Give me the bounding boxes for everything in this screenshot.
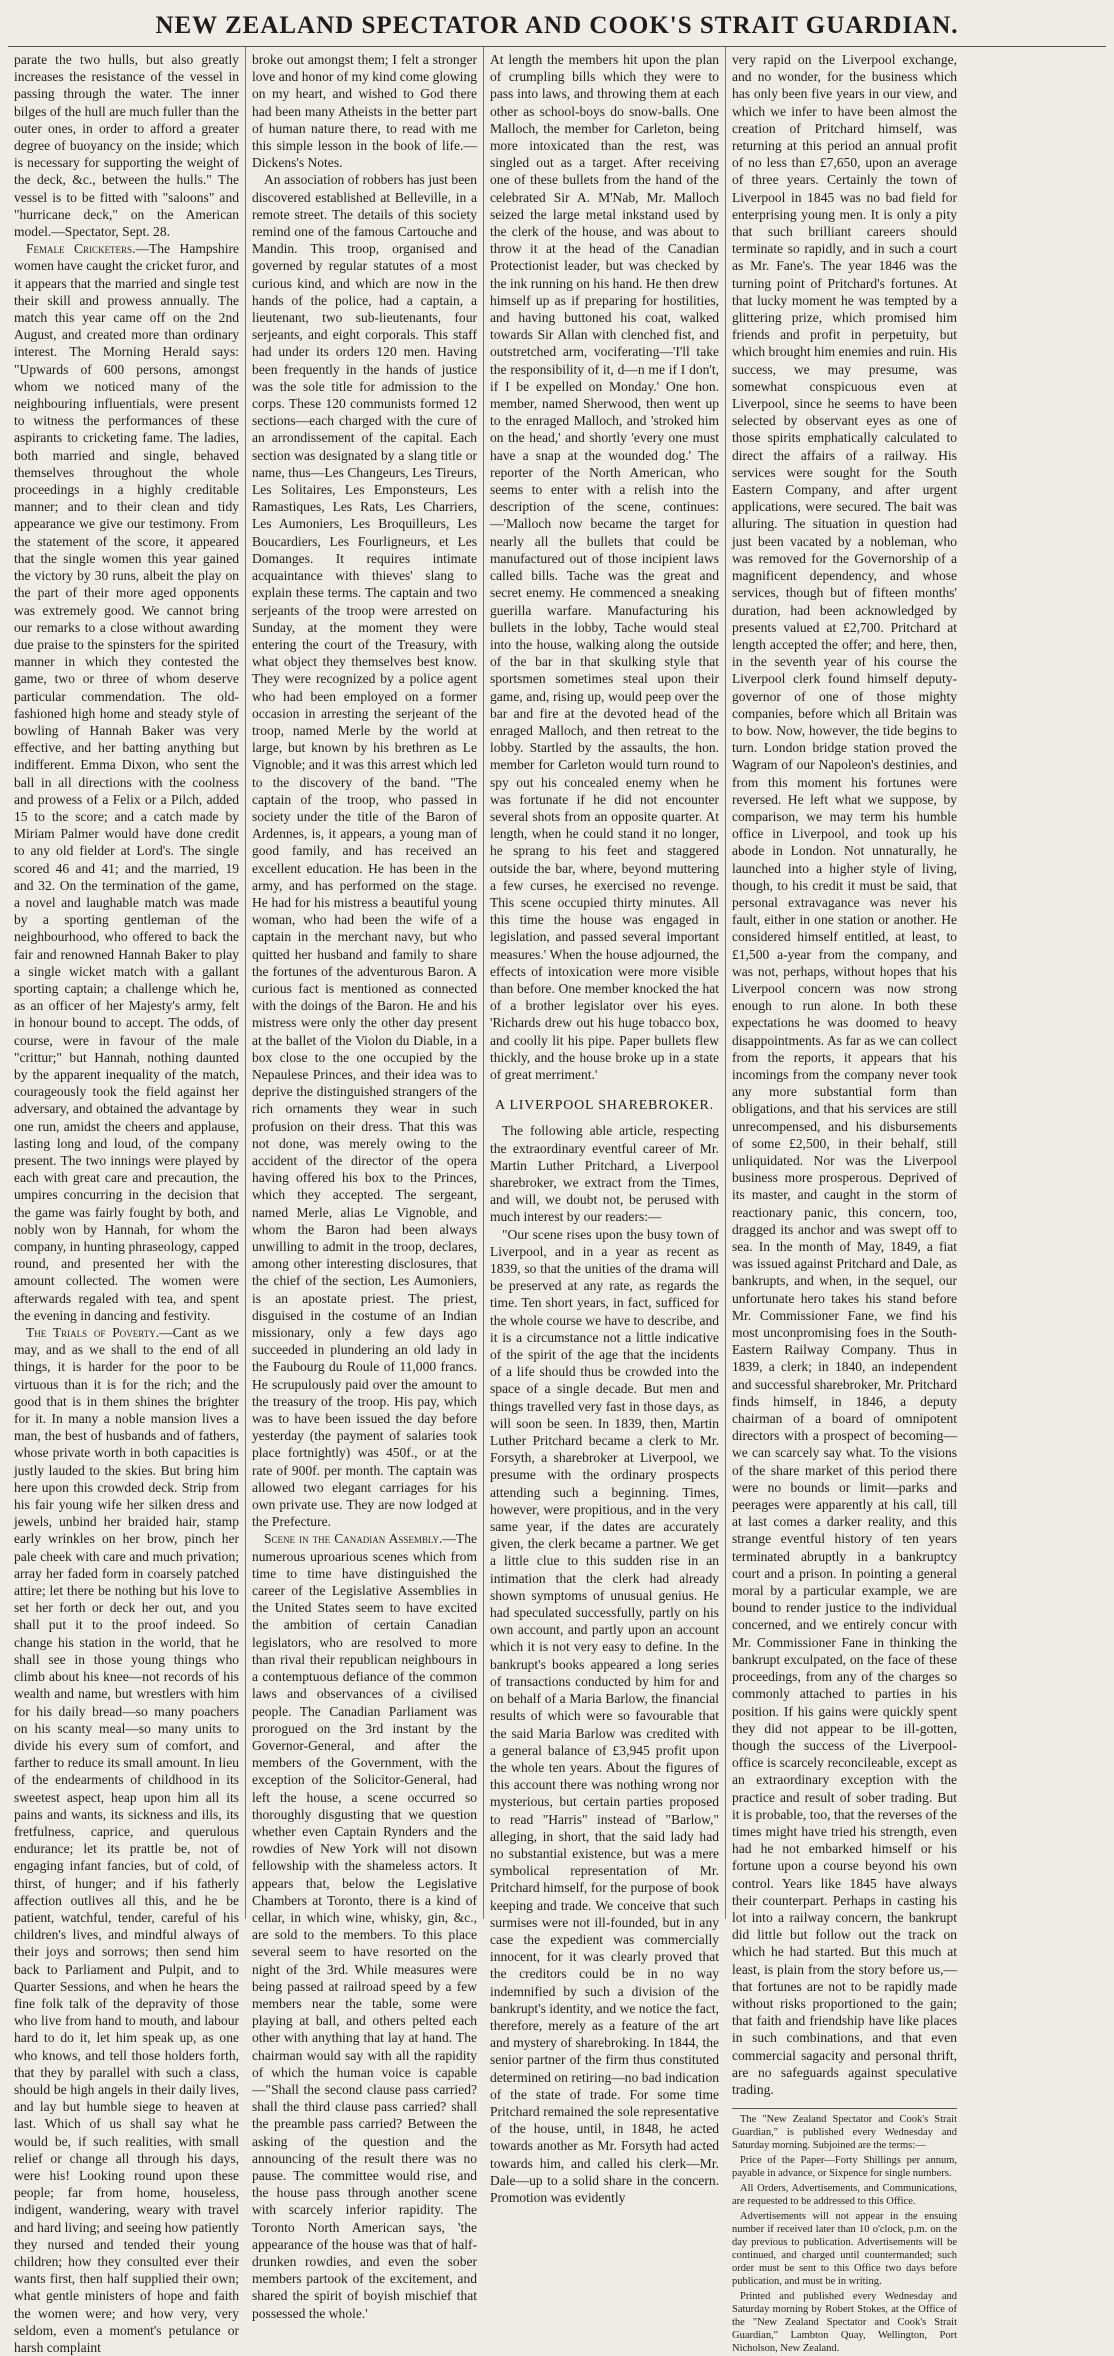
article-text: The Hampshire women have caught the cricket furor, and it appears that the married and single test their skill and prowess annually. The match this year came off on the 2nd August, and created more than ordinary interest. The Morning Herald says: "Upwards of 600 persons, amongst whom we noticed many of the neighbouring influentials, were present to witness the performances of these aspirants to cricketing fame. The ladies, both married and single, behaved themselves throughout the whole proceedings in a highly creditable manner; and to their clean and tidy appearance we give our testimony. From the statement of the score, it appeared that the single women this year gained the victory by 30 runs, albeit the play on the part of their more aged opponents was extremely good. We cannot bring our remarks to a close without awarding due praise to the spinsters for the spirited manner in which they contested the game, two or three of whom deserve particular commendation. The old-fashioned high home and steady style of bowling of Hannah Baker was very effective, and her batting anything but indifferent. Emma Dixon, who sent the ball in all directions with the coolness and prowess of a Felix or a Pilch, added 15 to the score; and a catch made by Miriam Palmer would have done credit to any old fielder at Lord's. The single scored 46 and 41; and the married, 19 and 32. On the termination of the game, a novel and laughable match was made by a sporting gentleman of the neighbourhood, who offered to back the fair and renowned Hannah Baker to play a single wicket match with a gallant sporting captain; a challenge which he, as an officer of her Majesty's army, felt in honour bound to accept. The odds, of course, were in favour of the male "crittur;" but Hannah, nothing daunted by the apparent inequality of the match, courageously took the field against her adversary, and obtained the advantage by one run, amidst the cheers and applause, lasting long and loud, of the company present. The two innings were played by each with great care and precaution, the umpires concurring in the decision that the game was fairly fought by both, and nobly won by Hannah, for whom the company, in hunting phraseology, capped round, and presented her with the amount collected. The women were afterwards regaled with tea, and spent the evening in dancing and festivity. [14, 241, 239, 1323]
article-text: parate the two hulls, but also greatly increases the resistance of the vessel in passing through the water. The inner bilges of the hull are much fuller than the outer ones, in order to afford a greater degree of buoyancy on the inside; which is necessary for supporting the weight of the deck, &c., between the hulls." The vessel is to be fitted with "saloons" and "hurricane deck," on the American model.—Spectator, Sept. 28. [14, 52, 239, 240]
section-heading: Female Cricketers.— [26, 241, 149, 257]
column-2 [245, 47, 483, 2321]
column-1 [8, 47, 245, 2356]
notice-text: Advertisements will not appear in the ensuing number if received later than 10 o'clock, p.m. on the day previous to publication. Advertisements will be continued, and charged until countermanded; such order must be sent to this Office two days before publication, and must be in writing. [732, 2211, 957, 2288]
notice-text: The "New Zealand Spectator and Cook's Strait Guardian," is published every Wednesday and Saturday morning. Subjoined are the terms:— [732, 2114, 957, 2152]
article-trials-of-poverty [14, 1324, 239, 2356]
notice-text: Printed and published every Wednesday and Saturday morning by Robert Stokes, at the Office of the "New Zealand Spectator and Cook's Strait Guardian," Lambton Quay, Wellington, Port Nicholson, New Zealand. [732, 2291, 957, 2355]
column-3 [483, 47, 725, 2205]
article-text: broke out amongst them; I felt a stronger love and honor of my kind come glowing on my heart, and wished to God there had been many Atheists in the better part of human nature there, to read with me this simple lesson in the book of life.—Dickens's Notes. [252, 52, 477, 171]
notice-text: Price of the Paper—Forty Shillings per annum, payable in advance, or Sixpence for single numbers. [732, 2155, 957, 2180]
section-heading: Scene in the Canadian Assembly.— [264, 1531, 456, 1547]
article-canadian-assembly [252, 1530, 477, 2321]
article-text: very rapid on the Liverpool exchange, and no wonder, for the business which has only been five years in our view, and which we infer to have been almost the creation of Pritchard himself, was returning at this period an annual profit of no less than £7,650, upon an average of three years. Certainly the town of Liverpool in 1845 was no bad field for enterprising young men. It is only a pity that such brilliant careers should terminate so rapidly, and in such a court as Mr. Fane's. The year 1846 was the turning point of Pritchard's fortunes. At that lucky moment he was tempted by a glittering prize, which promised him friends and profit in perpetuity, but which brought him enemies and ruin. His success, we may presume, was somewhat conspicuous even at Liverpool, since he seems to have been selected by observant eyes as one of those spirits emphatically calculated to direct the affairs of a railway. His services were sought for the South Eastern Company, and after urgent applications, were secured. The bait was alluring. The situation in question had just been vacated by a nobleman, who was removed for the Governorship of a magnificent dependency, and whose services, though but of fifteen months' duration, had been acknowledged by presents valued at £2,700. Pritchard at length accepted the offer; and here, then, in the seventh year of his course the Liverpool clerk found himself deputy-governor of one of those mighty companies, before which all Britain was to bow. Now, however, the tide begins to turn. London bridge station proved the Wagram of our Napoleon's destinies, and from this moment his fortunes were reversed. He left what we suppose, by comparison, we may term his humble office in Liverpool, and took up his abode in London. Not unnaturally, he launched into a higher style of living, though, to his credit it must be said, that personal extravagance was never his fault, either in one station or another. He considered himself entitled, at least, to £1,500 a-year from the company, and was not, perhaps, without hopes that his Liverpool concern was now strong enough to run alone. In both these expectations he was doomed to heavy disappointments. As far as we can collect from the reports, it appears that his incomings from the company never took any more substantial form than obligations, and that his services are still unrecompensed, and his disbursements of some £2,500, in their behalf, still unliquidated. Nor was the Liverpool business more prosperous. Deprived of its master, and caught in the storm of reactionary panic, this concern, too, dragged its anchor and was swept off to sea. In the month of May, 1849, a fiat was issued against Pritchard and Dale, as bankrupts, and when, in the sequel, our unfortunate hero takes his stand before Mr. Commissioner Fane, we find his most unconpromising foes in the South-Eastern Railway Company. Thus in 1839, a clerk; in 1840, an independent and successful sharebroker, Mr. Pritchard finds himself, in 1846, a deputy chairman of a board of omnipotent directors with a prospect of becoming—we can scarcely say what. To the visions of the share market of this period there were no bounds or limit—parks and peerages were apparently at his call, till at last comes a darker reality, and this strange eventful history of ten years terminated abruptly in a bankruptcy court and a prison. In pointing a general moral by a particular example, we are bound to render justice to the individual concerned, and we entirely concur with Mr. Commissioner Fane in thinking the bankrupt exculpated, on the face of these proceedings, from any of the charges so commonly attached to parties in his position. If his gains were quickly spent they did not appear to be ill-gotten, though the success of the Liverpool-office is scarcely reconcileable, except as an extraordinary exception with the practice and result of sober trading. But it is probable, too, that the reverses of the times might have tried his strength, even had he not embarked himself or his fortune upon a course beyond his own control. Years like 1845 have always their counterpart. Perhaps in casting his lot into a railway concern, the bankrupt did little but follow out the track on which he had started. But this much at least, is plain from the story before us,—that fortunes are not to be rapidly made without risks proportioned to the gain; that faith and friendship have like places in such combinations, and that even commercial sagacity and personal thrift, are no safeguards against speculative trading. [732, 52, 957, 2097]
article-text: Cant as we may, and as we shall to the end of all things, it is harder for the poor to be virtuous than it is for the rich; and the good that is in them shines the brighter for it. In many a noble mansion lives a man, the best of husbands and of fathers, whose private worth in both capacities is justly lauded to the skies. But bring him here upon this crowded deck. Strip from his fair young wife her silken dress and jewels, unbind her braided hair, stamp early wrinkles on her brow, pinch her pale cheek with care and much privation; array her faded form in coarsely patched attire; let there be nothing but his love to set her forth or deck her out, and you shall put it to the proof indeed. So change his station in the world, that he shall see in those young things who climb about his knee—not records of his wealth and name, but wrestlers with him for his daily bread—so many poachers on his scanty meal—so many units to divide his every sum of comfort, and farther to reduce its small amount. In lieu of the endearments of childhood in its sweetest aspect, heap upon him all its pains and wants, its sickness and ills, its fretfulness, caprice, and querulous endurance; let its prattle be, not of engaging infant fancies, but of cold, of thirst, of hunger; and if his fatherly affection outlives all this, and he be patient, watchful, tender, careful of his children's lives, and mindful always of their joys and sorrows; then send him back to Parliament and Pulpit, and to Quarter Sessions, and when he hears the fine folk talk of the depravity of those who live from hand to mouth, and labour hard to do it, let him speak up, as one who knows, and tell those holders forth, that they by parallel with such a class, should be high angels in their daily lives, and lay but humble siege to heaven at last. Which of us shall say what he would be, if such realities, with small relief or change all through his days, were his! Looking round upon these people; far from home, houseless, indigent, wandering, weary with travel and hard living; and seeing how patiently they nursed and tended their young children; how they consulted ever their wants first, then half supplied their own; what gentle ministers of hope and faith the women were; and how very, very seldom, even a moment's petulance or harsh complaint [14, 1325, 239, 2356]
article-heading: A LIVERPOOL SHAREBROKER. [495, 1098, 714, 1114]
article-robbers: An association of robbers has just been discovered established at Belleville, in a remote street. The details of this society remind one of the famous Cartouche and Mandin. This troop, organised and governed by regular statutes of a most curious kind, and which are now in the hands of the police, had a captain, a lieutenant, two sub-lieutenants, four serjeants, and eight corporals. This staff had under its orders 120 men. Having been frequently in the hands of justice was the sole title for admission to the corps. These 120 communists formed 12 sections—each charged with the cure of an arrondissement of the capital. Each section was designated by a slang title or name, thus—Les Changeurs, Les Tireurs, Les Solitaires, Les Emponsteurs, Les Ramastiques, Les Rats, Les Charriers, Les Aumoniers, Les Broquilleurs, Les Boucardiers, Les Fourligneurs, et Les Domanges. It requires intimate acquaintance with thieves' slang to explain these terms. The captain and two serjeants of the troop were arrested on Sunday, at the moment they were entering the court of the Treasury, with what object they themselves best know. They were recognized by a police agent who had been employed on a former occasion in arresting the serjeant of the troop, named Merle by the world at large, but known by his brethren as Le Vignoble; and it was this arrest which led to the discovery of the band. "The captain of the troop, who passed in society under the title of the Baron of Ardennes, is, it appears, a young man of good family, and has received an excellent education. He has been in the army, and has performed on the stage. He had for his mistress a beautiful young woman, who had been the wife of a captain in the merchant navy, but who quitted her husband and family to share the fortunes of the adventurous Baron. A curious fact is mentioned as connected with the doings of the Baron. He and his mistress were only the other day present at the ballet of the Violon du Diable, in a box close to the one occupied by the Nepaulese Princes, and their idea was to deprive the distinguished strangers of the rich ornaments they wear in such profusion on their dress. That this was not done, was merely owing to the accident of the director of the opera having offered his box to the Princes, which they accepted. The sergeant, named Merle, alias Le Vignoble, and whom the Baron had been always unwilling to admit in the troop, declares, among other interesting disclosures, that the chief of the section, Les Aumoniers, is an apostate priest. The priest, disguised in the costume of an Indian missionary, only a few days ago succeeded in plundering an old lady in the Faubourg du Roule of 11,000 francs. He scrupulously paid over the amount to the treasury of the troop. His pay, which was to have been issued the day before yesterday (the payment of salaries took place fortnightly) was 450f., or at the rate of 900f. per month. The captain was allowed two elegant carriages for his own private use. They are now lodged at the Prefecture. [252, 172, 477, 1530]
article-text: At length the members hit upon the plan of crumpling bills which they were to pass into laws, and throwing them at each other as school-boys do snow-balls. One Malloch, the member for Carleton, being more intoxicated than the rest, was singled out as a target. After receiving one of these bullets from the hand of the celebrated Sir A. M'Nab, Mr. Malloch seized the large metal inkstand used by the clerk of the house, and was about to throw it at the head of the Canadian Protectionist leader, but was checked by the ink running on his hand. He then drew himself up as if preparing for hostilities, and having buttoned his coat, walked towards Sir Allan with clenched fist, and outstretched arm, vociferating—'I'll take the responsibility of it, d—n me if I don't, if I be expelled on Monday.' One hon. member, named Sherwood, then went up to the enraged Malloch, and 'stroked him on the head,' and shortly 'every one must have a snap at the wounded dog.' The reporter of the North American, who seems to enter with a relish into the description of the scene, continues:—'Malloch now became the target for nearly all the bullets that could be manufactured out of those incipient laws called bills. Tache was the great and secret enemy. He commenced a sneaking guerilla warfare. Manufacturing his bullets in the lobby, Tache would steal into the house, walking along the outside of the bar in that skulking style that sportsmen sometimes steal upon their game, and, rising up, would peep over the bar and fire at the devoted head of the enraged Malloch, and then retreat to the lobby. Startled by the assaults, the hon. member for Carleton would turn round to spy out his concealed enemy when he was fortunate if he did not encounter several shots from an opposite quarter. At length, when he could stand it no longer, he sprang to his feet and staggered outside the bar, where, beyond muttering a few curses, he exercised no revenge. This scene occupied thirty minutes. All this time the house was engaged in legislation, and passed several important measures.' When the house adjourned, the effects of intoxication were more visible than before. One member knocked the hat of a brother legislator over his eyes. 'Richards drew out his huge tobacco box, and coolly lit his pipe. Paper bullets flew thickly, and the house broke up in a state of great merriment.' [490, 52, 719, 1082]
section-heading: The Trials of Poverty.— [26, 1325, 173, 1341]
masthead: NEW ZEALAND SPECTATOR AND COOK'S STRAIT GUARDIAN. [155, 12, 959, 39]
columns [8, 46, 1106, 2356]
article-female-cricketers [14, 240, 239, 1324]
notice-text: All Orders, Advertisements, and Communications, are requested to be addressed to this Office. [732, 2183, 957, 2208]
article-text: "Our scene rises upon the busy town of Liverpool, and in a year as recent as 1839, so that the unities of the drama will be preserved at any rate, as regards the time. Ten short years, in fact, sufficed for the whole course we have to describe, and it is a circumstance not a little indicative of the spirit of the age that the incidents of a life should thus be crowded into the space of a single decade. But men and things travelled very fast in those days, as will soon be seen. In 1839, then, Martin Luther Pritchard became a clerk to Mr. Forsyth, a sharebroker at Liverpool, we presume with the ordinary prospects attending such a beginning. Times, however, were propitious, and in the very same year, if the dates are accurately given, the clerk became a partner. We get a little clue to this sudden rise in an intimation that the clerk had already shown symptoms of unusual genius. He had speculated successfully, partly on his own account, and partly upon an account which it is not very easy to define. In the bankrupt's books appeared a long series of transactions conducted by him for and on behalf of a Maria Barlow, the financial results of which were so favourable that the said Maria Barlow was credited with a general balance of £3,945 profit upon the whole ten years. About the figures of this account there was nothing wrong nor mysterious, but certain parties proposed to read "Harris" instead of "Barlow," alleging, in short, that the said lady had no substantial existence, but was a mere symbolical representation of Mr. Pritchard himself, for the purpose of book keeping and trade. We conceive that such surmises were not ill-founded, but in any case the expedient was commercially innocent, for it was clearly proved that the creditors could be in no way indemnified by such a division of the bankrupt's identity, and we notice the fact, therefore, merely as a feature of the art and mystery of sharebroking. In 1844, the senior partner of the firm thus constituted determined on retiring—no bad indication of the state of trade. For some time Pritchard remained the sole representative of the house, until, in 1848, he acted towards another as Mr. Forsyth had acted towards him, and called his clerk—Mr. Dale—up to a solid share in the concern. Promotion was evidently [490, 1226, 719, 2205]
publication-notice [732, 2108, 957, 2355]
article-text: The numerous uproarious scenes which from time to time have distinguished the career of the Legislative Assemblies in the United States seem to have excited the ambition of certain Canadian legislators, who are resolved to more than rival their republican neighbours in a contemptuous defiance of the common laws and observances of a civilised people. The Canadian Parliament was prorogued on the 3rd instant by the Governor-General, and after the members of the Government, with the exception of the Solicitor-General, had left the house, a scene occurred so thoroughly disgusting that we question whether even Captain Rynders and the rowdies of New York will not disown fellowship with the shameless actors. It appears that, below the Legislative Chambers at Toronto, there is a kind of cellar, in which wine, whisky, gin, &c., are sold to the members. To this place several seem to have resorted on the night of the 3rd. While measures were being passed at railroad speed by a few members near the table, some were playing at ball, and others pelted each other with anything that lay at hand. The chairman would say with all the rapidity of which the human voice is capable—"Shall the second clause pass carried? shall the third clause pass carried? shall the preamble pass carried? Between the asking of the question and the announcing of the result there was no pause. The committee would rise, and the house pass through another scene with scarcely inferior rapidity. The Toronto North American says, 'the appearance of the house was that of half-drunken rowdies, and even the sober members partook of the excitement, and shared the spirit of boyish mischief that possessed the whole.' [252, 1531, 477, 2321]
article-intro: The following able article, respecting the extraordinary eventful career of Mr. Martin Luther Pritchard, a Liverpool sharebroker, we extract from the Times, and will, we doubt not, be perused with much interest by our readers:— [490, 1123, 719, 1225]
column-4 [725, 47, 963, 2355]
